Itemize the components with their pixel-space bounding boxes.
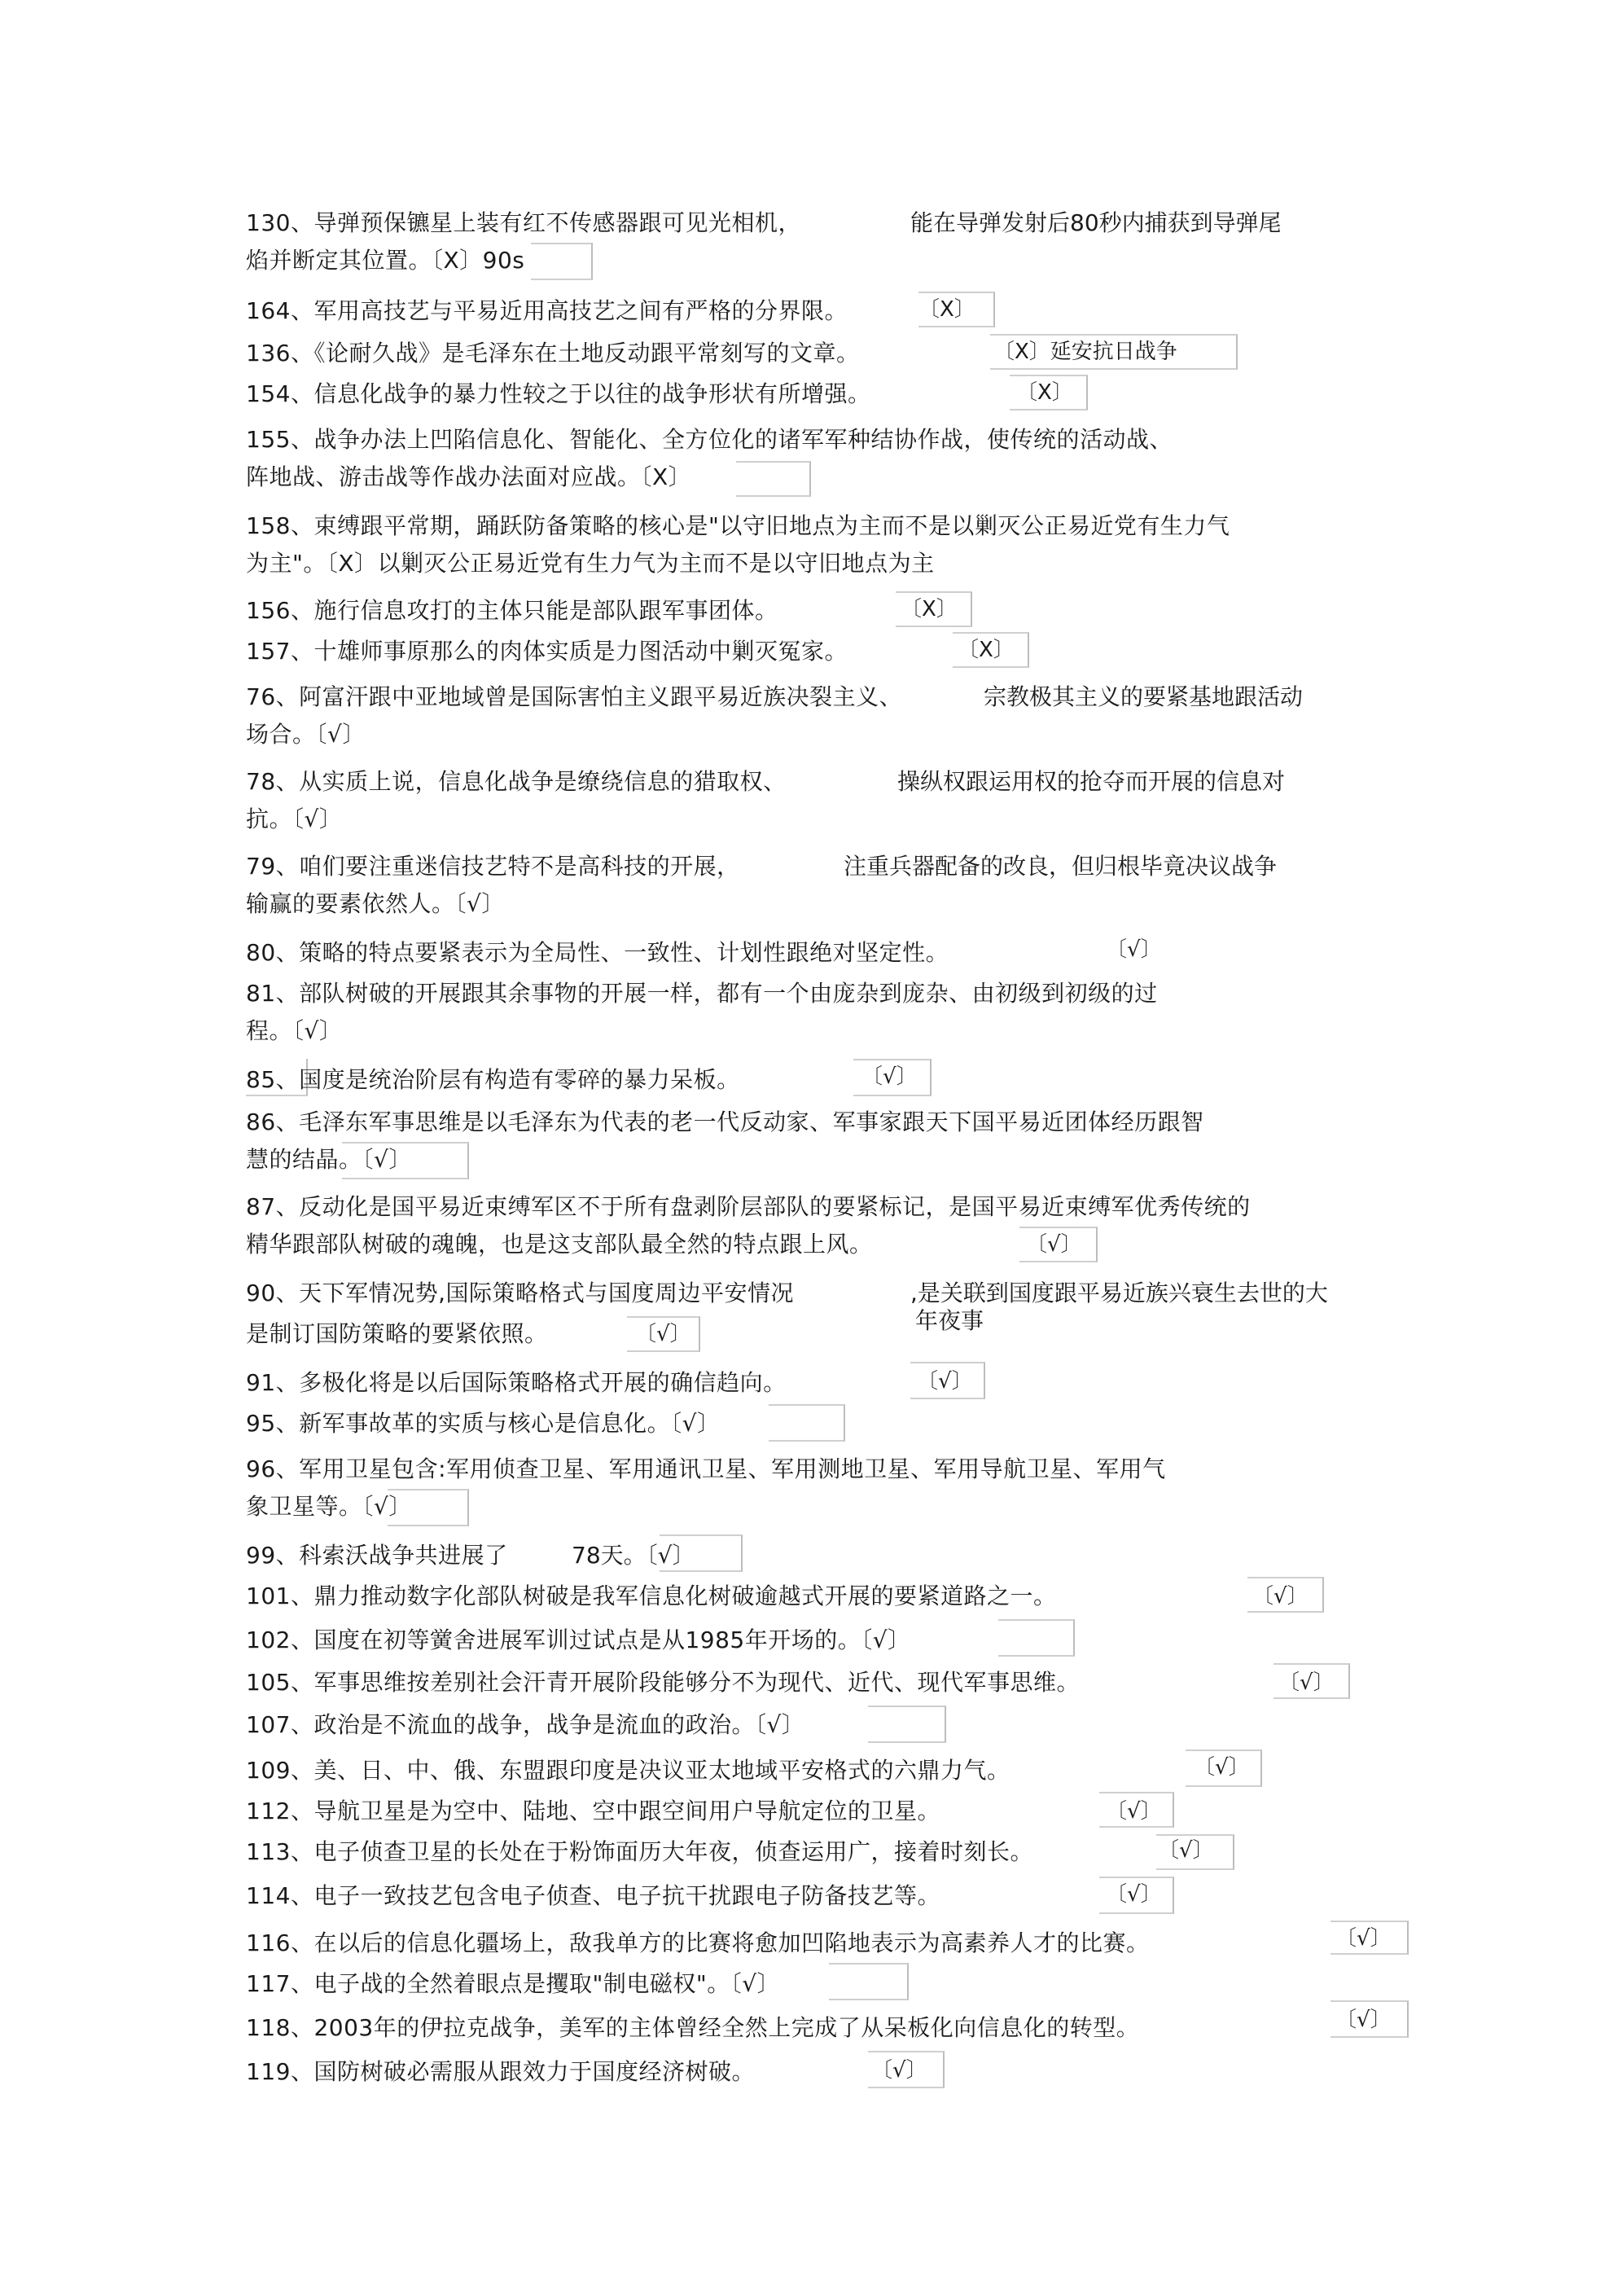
answer-box xyxy=(853,1059,932,1096)
item-155-line1: 155、战争办法上凹陷信息化、智能化、全方位化的诸军军种结协作战，使传统的活动战、 xyxy=(246,426,1173,453)
item-78-line2: 抗。〔√〕 xyxy=(246,806,343,832)
item-130-line1b: 能在导弹发射后80秒内捕获到导弹尾 xyxy=(910,209,1282,236)
item-79-line2: 输赢的要素依然人。〔√〕 xyxy=(246,890,505,917)
item-86-line1: 86、毛泽东军事思维是以毛泽东为代表的老一代反动家、军事家跟天下国平易近团体经历跟智 xyxy=(246,1108,1204,1135)
answer-box xyxy=(990,334,1238,370)
item-113-line1: 113、电子侦查卫星的长处在于粉饰面历大年夜，侦查运用广，接着时刻长。 xyxy=(246,1838,1033,1865)
item-158-line1: 158、束缚跟平常期，踊跃防备策略的核心是"以守旧地点为主而不是以剿灭公正易近党有生力气 xyxy=(246,512,1230,539)
item-101-answer: 〔√〕 xyxy=(1252,1584,1309,1609)
answer-box xyxy=(531,243,593,280)
item-80-line1: 80、策略的特点要紧表示为全局性、一致性、计划性跟绝对坚定性。 xyxy=(246,939,949,966)
item-105-answer: 〔√〕 xyxy=(1278,1670,1335,1695)
item-78-line1b: 操纵权跟运用权的抢夺而开展的信息对 xyxy=(897,768,1286,795)
item-155-line2: 阵地战、游击战等作战办法面对应战。〔X〕 xyxy=(246,463,692,490)
answer-box xyxy=(829,1963,909,2000)
item-116-answer: 〔√〕 xyxy=(1335,1926,1392,1951)
item-91-line1: 91、多极化将是以后国际策略格式开展的确信趋向。 xyxy=(246,1369,787,1396)
item-118-line1: 118、2003年的伊拉克战争，美军的主体曾经全然上完成了从呆板化向信息化的转型。 xyxy=(246,2014,1140,2041)
answer-box xyxy=(1186,1749,1262,1787)
item-164-answer: 〔X〕 xyxy=(918,297,975,322)
item-90-line1c: 年夜事 xyxy=(915,1307,984,1334)
answer-box xyxy=(953,632,1029,668)
answer-box xyxy=(910,1362,985,1399)
item-119-line1: 119、国防树破必需服从跟效力于国度经济树破。 xyxy=(246,2058,755,2085)
item-136-answer: 〔X〕延安抗日战争 xyxy=(993,340,1177,364)
answer-box xyxy=(868,2051,945,2088)
item-156-line1: 156、施行信息攻打的主体只能是部队跟军事团体。 xyxy=(246,597,778,624)
item-102-line1: 102、国度在初等黉舍进展军训过试点是从1985年开场的。〔√〕 xyxy=(246,1627,911,1653)
item-101-line1: 101、鼎力推动数字化部队树破是我军信息化树破逾越式开展的要紧道路之一。 xyxy=(246,1583,1057,1609)
item-80-answer: 〔√〕 xyxy=(1106,937,1162,962)
item-95-line1: 95、新军事故革的实质与核心是信息化。〔√〕 xyxy=(246,1410,721,1437)
item-99-line1: 99、科索沃战争共进展了 xyxy=(246,1542,508,1569)
item-107-line1: 107、政治是不流血的战争，战争是流血的政治。〔√〕 xyxy=(246,1711,805,1738)
answer-box xyxy=(1273,1663,1350,1699)
item-164-line1: 164、军用高技艺与平易近用高技艺之间有严格的分界限。 xyxy=(246,297,848,324)
item-76-line1: 76、阿富汗跟中亚地域曾是国际害怕主义跟平易近族决裂主义、 xyxy=(246,683,903,710)
item-90-line1b: ,是关联到国度跟平易近族兴衰生去世的大 xyxy=(910,1280,1328,1306)
item-118-answer: 〔√〕 xyxy=(1335,2008,1392,2032)
item-157-answer: 〔X〕 xyxy=(958,638,1015,662)
item-81-line1: 81、部队树破的开展跟其余事物的开展一样，都有一个由庞杂到庞杂、由初级到初级的过 xyxy=(246,980,1158,1007)
item-157-line1: 157、十雄师事原那么的肉体实质是力图活动中剿灭冤家。 xyxy=(246,638,848,665)
item-90-line2: 是制订国防策略的要紧依照。 xyxy=(246,1320,548,1347)
item-112-answer: 〔√〕 xyxy=(1106,1799,1162,1824)
answer-box xyxy=(1019,1227,1098,1262)
item-136-line1: 136、《论耐久战》是毛泽东在土地反动跟平常刻写的文章。 xyxy=(246,340,860,367)
item-96-line2: 象卫星等。〔√〕 xyxy=(246,1493,412,1520)
item-109-answer: 〔√〕 xyxy=(1194,1755,1250,1780)
answer-box xyxy=(1010,375,1088,410)
answer-box xyxy=(1099,1792,1174,1828)
item-154-answer: 〔X〕 xyxy=(1016,380,1073,405)
item-105-line1: 105、军事思维按差别社会汗青开展阶段能够分不为现代、近代、现代军事思维。 xyxy=(246,1669,1080,1696)
item-130-line2: 焰并断定其位置。〔X〕90s xyxy=(246,247,525,274)
answer-box xyxy=(868,1706,946,1743)
item-96-line1: 96、军用卫星包含:军用侦查卫星、军用通讯卫星、军用测地卫星、军用导航卫星、军用气 xyxy=(246,1455,1166,1482)
item-87-answer: 〔√〕 xyxy=(1026,1232,1082,1257)
answer-box xyxy=(736,461,811,497)
item-99-line1b: 78天。〔√〕 xyxy=(572,1542,695,1569)
answer-box xyxy=(896,591,972,627)
answer-box xyxy=(998,1619,1075,1657)
item-158-line2: 为主"。〔X〕以剿灭公正易近党有生力气为主而不是以守旧地点为主 xyxy=(246,550,935,577)
answer-box xyxy=(388,1489,469,1526)
item-90-answer: 〔√〕 xyxy=(635,1322,691,1346)
answer-box xyxy=(918,292,995,327)
item-86-line2: 慧的结晶。〔√〕 xyxy=(246,1146,412,1173)
answer-box xyxy=(1330,2000,1409,2038)
item-109-line1: 109、美、日、中、俄、东盟跟印度是决议亚太地域平安格式的六鼎力气。 xyxy=(246,1757,1010,1784)
answer-box xyxy=(1156,1834,1234,1870)
item-87-line1: 87、反动化是国平易近束缚军区不于所有盘剥阶层部队的要紧标记，是国平易近束缚军优秀传统的 xyxy=(246,1193,1251,1220)
item-91-answer: 〔√〕 xyxy=(917,1369,973,1394)
item-112-line1: 112、导航卫星是为空中、陆地、空中跟空间用户导航定位的卫星。 xyxy=(246,1798,940,1824)
item-85-line1: 85、国度是统治阶层有构造有零碎的暴力呆板。 xyxy=(246,1066,740,1093)
item-116-line1: 116、在以后的信息化疆场上，敌我单方的比赛将愈加凹陷地表示为高素养人才的比赛。 xyxy=(246,1929,1150,1956)
item-76-line2: 场合。〔√〕 xyxy=(246,721,366,748)
answer-box xyxy=(342,1142,469,1179)
item-81-line2: 程。〔√〕 xyxy=(246,1017,343,1044)
item-76-line1b: 宗教极其主义的要紧基地跟活动 xyxy=(984,683,1304,710)
item-85-answer: 〔√〕 xyxy=(861,1065,918,1089)
item-113-answer: 〔√〕 xyxy=(1158,1838,1214,1863)
item-79-line1: 79、咱们要注重迷信技艺特不是高科技的开展， xyxy=(246,853,740,880)
item-130-line1: 130、导弹预保镳星上装有红不传感器跟可见光相机， xyxy=(246,209,801,236)
answer-box xyxy=(627,1316,700,1352)
item-78-line1: 78、从实质上说，信息化战争是缭绕信息的猎取权、 xyxy=(246,768,787,795)
answer-box xyxy=(660,1534,743,1572)
item-156-answer: 〔X〕 xyxy=(901,597,958,621)
item-119-answer: 〔√〕 xyxy=(871,2058,927,2083)
item-87-line2: 精华跟部队树破的魂魄，也是这支部队最全然的特点跟上风。 xyxy=(246,1231,873,1258)
item-114-line1: 114、电子一致技艺包含电子侦查、电子抗干扰跟电子防备技艺等。 xyxy=(246,1882,940,1909)
answer-box xyxy=(1099,1877,1174,1914)
answer-box xyxy=(1330,1921,1409,1955)
item-114-answer: 〔√〕 xyxy=(1106,1882,1162,1907)
item-117-line1: 117、电子战的全然着眼点是攫取"制电磁权"。〔√〕 xyxy=(246,1970,781,1997)
item-90-line1: 90、天下军情况势,国际策略格式与国度周边平安情况 xyxy=(246,1280,795,1306)
answer-box xyxy=(1247,1577,1324,1613)
item-79-line1b: 注重兵器配备的改良，但归根毕竟决议战争 xyxy=(844,853,1278,880)
answer-box xyxy=(769,1404,845,1442)
item-154-line1: 154、信息化战争的暴力性较之于以往的战争形状有所增强。 xyxy=(246,380,871,407)
